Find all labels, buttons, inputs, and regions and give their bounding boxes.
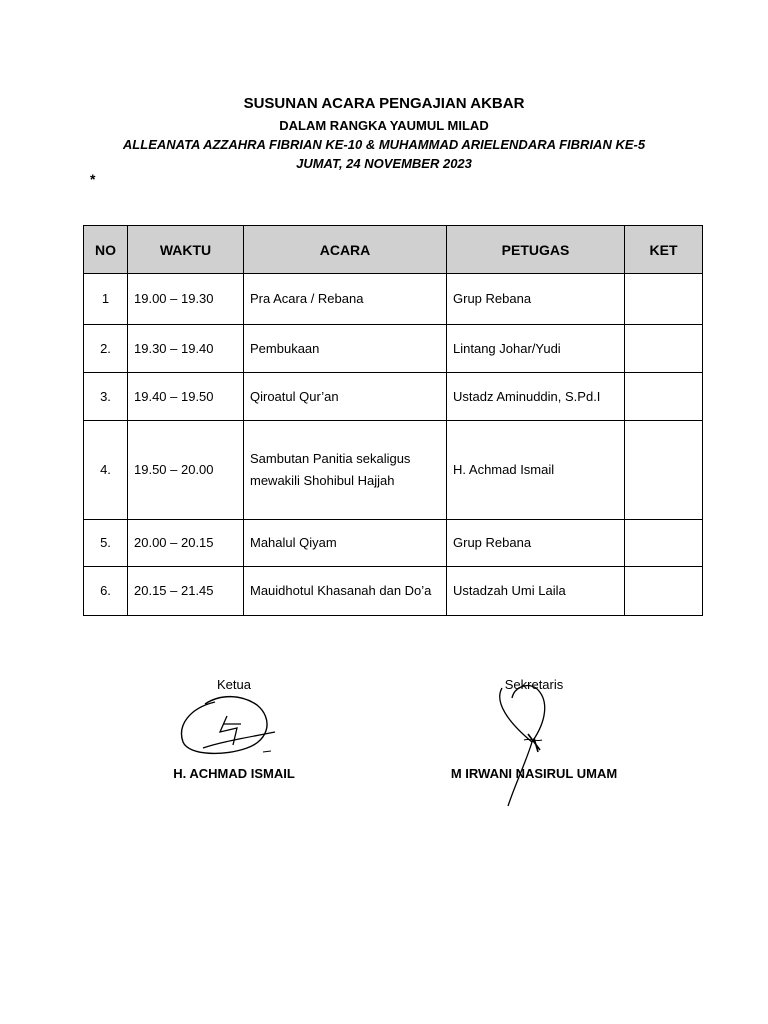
signature-right-name: M IRWANI NASIRUL UMAM <box>450 766 618 781</box>
header-ket: KET <box>625 226 703 274</box>
signature-left-scribble <box>175 690 285 760</box>
cell-petugas: Ustadzah Umi Laila <box>447 567 625 616</box>
signature-right-role: Sekretaris <box>504 677 564 692</box>
signature-left-role: Ketua <box>217 677 251 692</box>
cell-acara: Qiroatul Qur’an <box>244 373 447 421</box>
cell-acara: Pembukaan <box>244 325 447 373</box>
cell-no: 1 <box>84 274 128 325</box>
header-waktu: WAKTU <box>128 226 244 274</box>
cell-acara: Mahalul Qiyam <box>244 520 447 567</box>
schedule-table <box>83 225 703 616</box>
header-acara: ACARA <box>244 226 447 274</box>
cell-no: 3. <box>84 373 128 421</box>
cell-petugas: Grup Rebana <box>447 274 625 325</box>
document-date: JUMAT, 24 NOVEMBER 2023 <box>296 156 472 171</box>
signature-left-name: H. ACHMAD ISMAIL <box>173 766 295 781</box>
cell-ket <box>625 274 703 325</box>
cell-ket <box>625 325 703 373</box>
table-row <box>84 567 703 616</box>
table-header-row <box>84 226 703 274</box>
table-row <box>84 373 703 421</box>
cell-no: 6. <box>84 567 128 616</box>
document-names: ALLEANATA AZZAHRA FIBRIAN KE-10 & MUHAMMAD ARIELENDARA FIBRIAN KE-5 <box>122 137 646 152</box>
header-petugas: PETUGAS <box>447 226 625 274</box>
cell-waktu: 20.15 – 21.45 <box>128 567 244 616</box>
document-title: SUSUNAN ACARA PENGAJIAN AKBAR <box>243 95 525 112</box>
cell-no: 2. <box>84 325 128 373</box>
cell-no: 5. <box>84 520 128 567</box>
table-row <box>84 325 703 373</box>
cell-no: 4. <box>84 421 128 520</box>
cell-petugas: Lintang Johar/Yudi <box>447 325 625 373</box>
document-subtitle: DALAM RANGKA YAUMUL MILAD <box>279 118 489 133</box>
cell-waktu: 19.50 – 20.00 <box>128 421 244 520</box>
cell-ket <box>625 520 703 567</box>
table-row <box>84 520 703 567</box>
cell-acara: Sambutan Panitia sekaligus mewakili Shohibul Hajjah <box>244 421 447 520</box>
cell-waktu: 20.00 – 20.15 <box>128 520 244 567</box>
cell-ket <box>625 567 703 616</box>
asterisk-mark: * <box>90 171 96 187</box>
cell-acara: Mauidhotul Khasanah dan Do’a <box>244 567 447 616</box>
table-row <box>84 274 703 325</box>
table-row <box>84 421 703 520</box>
cell-ket <box>625 421 703 520</box>
cell-waktu: 19.40 – 19.50 <box>128 373 244 421</box>
cell-waktu: 19.30 – 19.40 <box>128 325 244 373</box>
cell-acara: Pra Acara / Rebana <box>244 274 447 325</box>
cell-waktu: 19.00 – 19.30 <box>128 274 244 325</box>
signature-right-scribble <box>488 682 558 810</box>
cell-ket <box>625 373 703 421</box>
header-no: NO <box>84 226 128 274</box>
cell-petugas: Ustadz Aminuddin, S.Pd.I <box>447 373 625 421</box>
cell-petugas: Grup Rebana <box>447 520 625 567</box>
cell-petugas: H. Achmad Ismail <box>447 421 625 520</box>
